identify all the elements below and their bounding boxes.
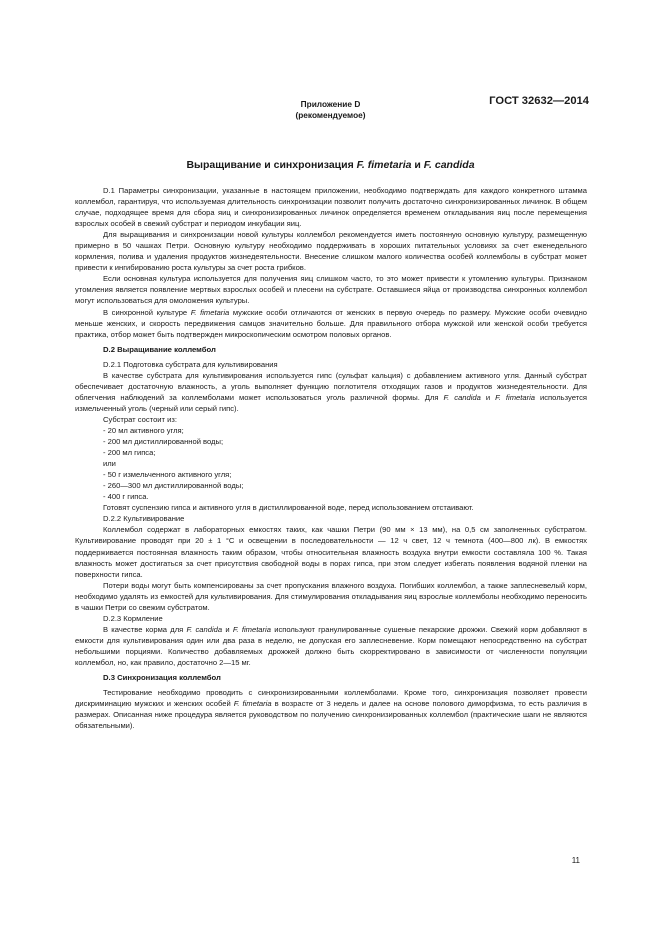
list-item: - 200 мл дистиллированной воды;	[103, 437, 224, 447]
document-body	[75, 185, 587, 731]
list-item: - 400 г гипса.	[103, 492, 149, 502]
annex-note: (рекомендуемое)	[295, 110, 366, 120]
subsection-heading: D.2.2 Культивирование	[103, 514, 185, 524]
paragraph: Субстрат состоит из:	[103, 414, 177, 424]
annex-title: Приложение D	[300, 99, 361, 109]
list-item: - 200 мл гипса;	[103, 448, 156, 458]
list-item: - 20 мл активного угля;	[103, 425, 184, 435]
page-number: 11	[571, 856, 580, 865]
subsection-heading: D.2.3 Кормление	[103, 613, 163, 623]
paragraph: Если основная культура используется для получения яиц слишком часто, то это может привести к утомлению культуры. Признаком утомления является появление мертвых взрослых особей и плесени на субстрате. Оставшиеся яйца от производства синхронных коллембол могут использоваться для омоложения культуры.	[75, 274, 587, 306]
section-heading-d3: D.3 Синхронизация коллембол	[103, 673, 221, 683]
list-item: - 50 г измельченного активного угля;	[103, 470, 232, 480]
paragraph: В синхронной культуре F. fimetaria мужские особи отличаются от женских в первую очередь по размеру. Мужские особи очевидно меньше женских, и скорость передвижения самцов значительно больше. Для правильного отбора мужской или женской особи требуется практика, отбор может быть подтвержден микроскопическим осмотром половых органов.	[75, 307, 588, 339]
list-item: или	[103, 459, 116, 469]
list-item: - 260—300 мл дистиллированной воды;	[103, 481, 244, 491]
paragraph: Для выращивания и синхронизации новой культуры коллембол рекомендуется иметь постоянную основную культуру, размещенную примерно в 50 чашках Петри. Основную культуру необходимо поддерживать в хороших питательных условиях за счет еженедельного кормления, полива и удаления продуктов жизнедеятельности. Внесение слишком малого количества особей коллемболы в субстрат может привести к ингибированию роста культуры за счет роста грибков.	[75, 230, 587, 273]
subsection-heading: D.2.1 Подготовка субстрата для культивирования	[103, 359, 278, 369]
section-title: Выращивание и синхронизация F. fimetaria и F. candida	[186, 159, 475, 171]
paragraph: Потери воды могут быть компенсированы за счет пропускания влажного воздуха. Погибших коллембол, а также заплесневелый корм, необходимо удалять из емкостей для культивирования. Для стимулирования откладывания яиц взрослые коллемболы необходимо переносить в чашки Петри со свежим субстратом.	[75, 580, 587, 612]
paragraph: Коллембол содержат в лабораторных емкостях таких, как чашки Петри (90 мм × 13 мм), на 0,5 см заполненных субстратом. Культивирование проводят при 20 ± 1 °С и освещении в последовательности — 12 ч свет, 12 ч темнота (400—800 лк). В емкостях поддерживается постоянная влажность таким образом, чтобы относительная влажность воздуха внутри емкости составляла 100 %. Такая влажность может достигаться за счет присутствия свободной воды в порах гипса, при этом следует избегать появления водяной пленки на поверхности гипса.	[75, 525, 587, 579]
paragraph: Тестирование необходимо проводить с синхронизированными коллемболами. Кроме того, синхронизация позволяет провести дискриминацию мужских и женских особей F. fimetaria в возрасте от 3 недель и далее на основе полового диморфизма, то есть различия в размерах. Описанная ниже процедура является руководством по получению синхронизированных коллембол (практические шаги не являются обязательными).	[75, 688, 587, 731]
paragraph: Готовят суспензию гипса и активного угля в дистиллированной воде, перед использованием отстаивают.	[103, 503, 474, 513]
paragraph: В качестве субстрата для культивирования используется гипс (сульфат кальция) с добавлением активного угля. Данный субстрат обеспечивает достаточную влажность, а уголь выполняет функцию поглотителя отходящих газов и продуктов жизнедеятельности. Для облегчения наблюдений за коллемболами может использоваться уголь различной формы. Для F. candida и F. fimetaria используется измельченный уголь (черный или серый гипс).	[75, 370, 587, 413]
paragraph: В качестве корма для F. candida и F. fimetaria используют гранулированные сушеные пекарские дрожжи. Свежий корм добавляют в емкости для культивирования один или два раза в неделю, не допуская его заплесневение. Корм помещают непосредственно на субстрат небольшими порциями. Количество добавляемых дрожжей должно быть скорректировано в зависимости от численности популяции коллембол, но, как правило, достаточно 2—15 мг.	[75, 624, 588, 667]
paragraph: D.1 Параметры синхронизации, указанные в настоящем приложении, необходимо подтверждать для каждого конкретного штамма коллембол, гарантируя, что используемая длительность синхронизации позволит получить достаточно синхронизированных личинок. В общем случае, подходящее время для сбора яиц и синхронизированных личинок определяется временем откладывания яиц после перемещения взрослых особей в свежий субстрат и периодом инкубации яиц.	[75, 186, 587, 229]
section-heading-d2: D.2 Выращивание коллембол	[103, 344, 216, 354]
standard-number: ГОСТ 32632—2014	[489, 95, 589, 107]
